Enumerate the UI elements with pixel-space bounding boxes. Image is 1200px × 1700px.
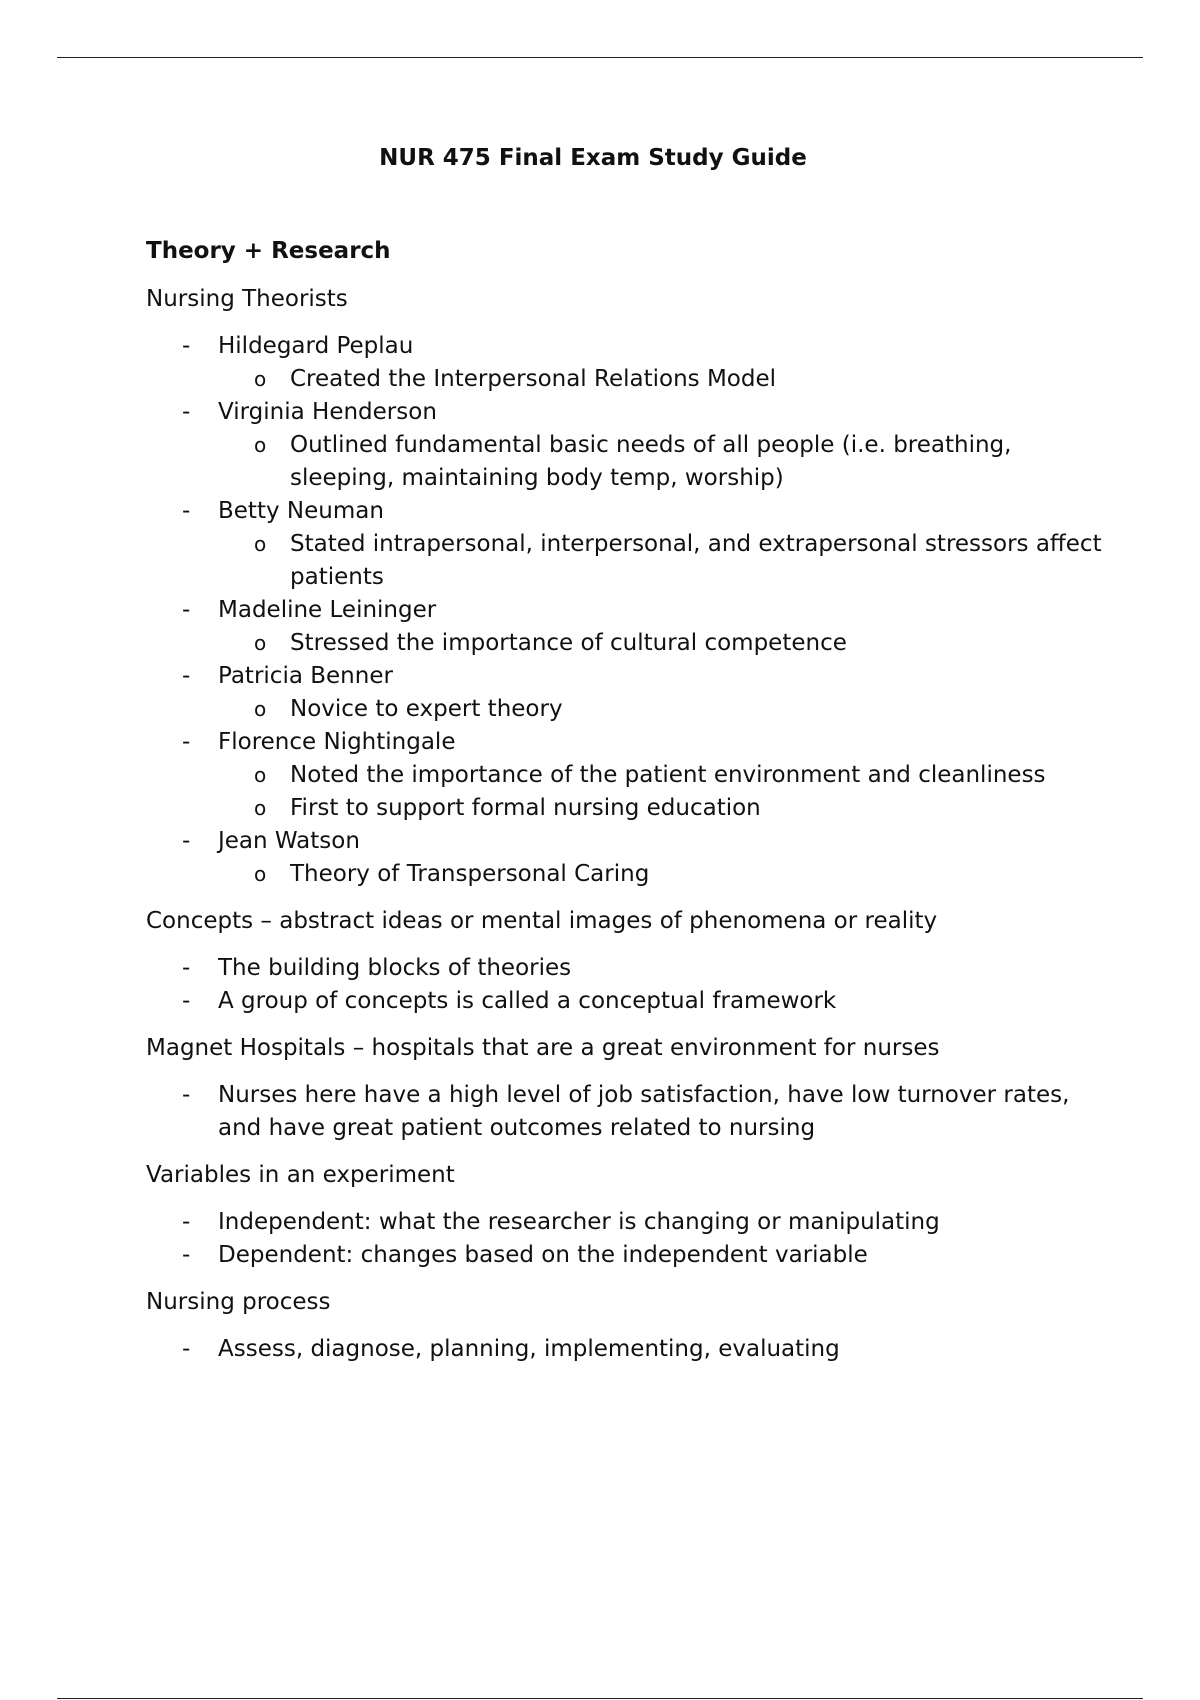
sub-list-item [218,363,1106,396]
list-item [146,1239,1106,1272]
dash-bullet: - [182,1336,191,1362]
concepts-list [146,952,1106,1018]
circle-bullet: o [254,697,267,721]
circle-bullet: o [254,433,267,457]
theorist-note: Stressed the importance of cultural competence [290,630,847,656]
list-item [146,952,1106,985]
list-item [146,825,1106,891]
circle-bullet: o [254,796,267,820]
list-item [146,495,1106,594]
list-item [146,1333,1106,1366]
sub-list [218,429,1106,495]
list-item-text: Independent: what the researcher is changing or manipulating [218,1209,940,1235]
list-item-text: The building blocks of theories [218,955,572,981]
list-item [146,594,1106,660]
theorist-note: Novice to expert theory [290,696,563,722]
magnet-hospitals-list [146,1079,1106,1145]
dash-bullet: - [182,333,191,359]
dash-bullet: - [182,597,191,623]
sub-list-item [218,429,1106,495]
list-item-text: Assess, diagnose, planning, implementing, evaluating [218,1336,840,1362]
sub-list-item [218,528,1106,594]
sub-list [218,528,1106,594]
theorist-note: First to support formal nursing education [290,795,761,821]
topic-nursing-process: Nursing process [146,1289,331,1315]
list-item [146,660,1106,726]
list-item [146,330,1106,396]
list-item [146,985,1106,1018]
sub-list [218,858,1106,891]
sub-list [218,693,1106,726]
circle-bullet: o [254,367,267,391]
dash-bullet: - [182,663,191,689]
list-item [146,726,1106,825]
dash-bullet: - [182,399,191,425]
sub-list-item [218,759,1106,792]
theorist-name: Virginia Henderson [218,399,437,425]
theorist-list [146,330,1106,891]
sub-list [218,627,1106,660]
variables-list [146,1206,1106,1272]
list-item [146,1079,1106,1145]
dash-bullet: - [182,498,191,524]
list-item-text: Dependent: changes based on the independent variable [218,1242,868,1268]
sub-list-item [218,792,1106,825]
theorist-name: Patricia Benner [218,663,393,689]
footer-rule [57,1698,1143,1699]
theorist-name: Jean Watson [218,828,360,854]
sub-list-item [218,693,1106,726]
circle-bullet: o [254,763,267,787]
topic-variables: Variables in an experiment [146,1162,455,1188]
topic-concepts: Concepts – abstract ideas or mental images of phenomena or reality [146,908,938,934]
theorist-name: Madeline Leininger [218,597,437,623]
list-item-text: Nurses here have a high level of job satisfaction, have low turnover rates, and have great patient outcomes related to nursing [218,1082,1070,1141]
circle-bullet: o [254,532,267,556]
theorist-note: Stated intrapersonal, interpersonal, and extrapersonal stressors affect patients [290,531,1102,590]
dash-bullet: - [182,1209,191,1235]
topic-nursing-theorists: Nursing Theorists [146,286,348,312]
sub-list-item [218,858,1106,891]
dash-bullet: - [182,1242,191,1268]
theorist-note: Noted the importance of the patient environment and cleanliness [290,762,1046,788]
dash-bullet: - [182,828,191,854]
circle-bullet: o [254,862,267,886]
dash-bullet: - [182,729,191,755]
circle-bullet: o [254,631,267,655]
document-title: NUR 475 Final Exam Study Guide [379,145,807,171]
sub-list [218,759,1106,825]
dash-bullet: - [182,955,191,981]
section-heading: Theory + Research [146,238,391,264]
nursing-process-list [146,1333,1106,1366]
theorist-note: Outlined fundamental basic needs of all people (i.e. breathing, sleeping, maintaining body temp, worship) [290,432,1012,491]
theorist-name: Betty Neuman [218,498,384,524]
sub-list-item [218,627,1106,660]
list-item-text: A group of concepts is called a conceptual framework [218,988,837,1014]
list-item [146,1206,1106,1239]
document-page [146,142,1106,1380]
theorist-note: Created the Interpersonal Relations Model [290,366,776,392]
theorist-name: Hildegard Peplau [218,333,414,359]
dash-bullet: - [182,1082,191,1108]
list-item [146,396,1106,495]
header-rule [57,57,1143,58]
theorist-note: Theory of Transpersonal Caring [290,861,650,887]
sub-list [218,363,1106,396]
theorist-name: Florence Nightingale [218,729,456,755]
dash-bullet: - [182,988,191,1014]
topic-magnet-hospitals: Magnet Hospitals – hospitals that are a great environment for nurses [146,1035,940,1061]
